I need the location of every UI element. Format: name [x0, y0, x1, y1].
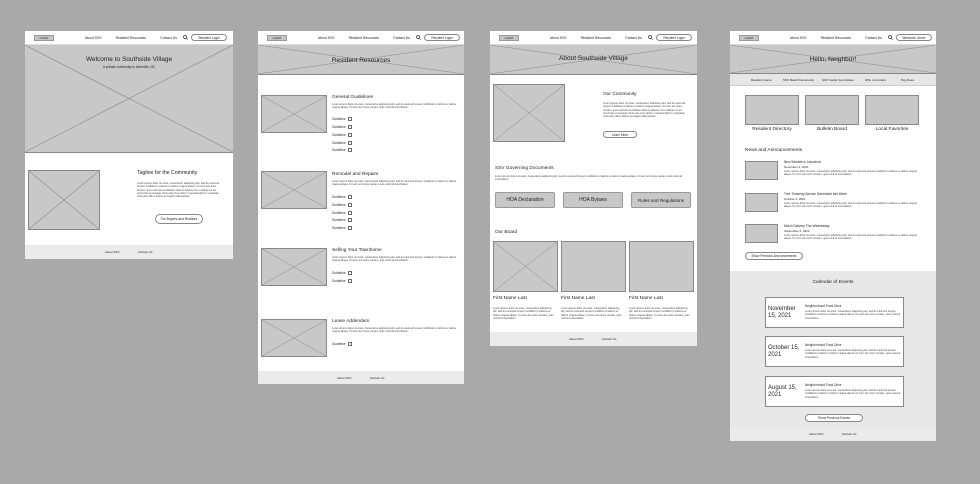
- section-title: Remodel and Repairs: [332, 172, 379, 177]
- resident-login-button[interactable]: Resident Login: [191, 34, 227, 41]
- hoa-declaration-button[interactable]: HOA Declaration: [495, 192, 555, 208]
- nav-resources[interactable]: Resident Resources: [820, 36, 852, 40]
- section-title: General Guidelines: [332, 95, 374, 100]
- section-title: Selling Your Townhome: [332, 248, 382, 253]
- docs-heading: SSV Governing Documents: [495, 166, 554, 171]
- news-text: Lorem ipsum dolor sit amet, consectetur adipiscing elit, sed do eiusmod tempor incididunt ut labore et dolore magna aliqua. Ut enim ad minim veniam, quis nostrud exercitation.: [784, 234, 917, 241]
- nav-about[interactable]: About SSV: [550, 36, 567, 40]
- nav-about[interactable]: About SSV: [790, 36, 807, 40]
- docs-text: Lorem ipsum dolor sit amet, consectetur adipiscing elit, sed do eiusmod tempor incididunt ut labore et dolore magna aliqua. Ut enim ad minim veniam, quis nostrud exercitation.: [495, 175, 682, 182]
- event-text: Lorem ipsum dolor sit amet, consectetur adipiscing elit, sed do eiusmod tempor incididunt ut labore et dolore magna aliqua. Ut enim ad minim veniam, quis nostrud exercitation.: [805, 389, 901, 399]
- learn-more-button[interactable]: Learn More: [603, 131, 637, 138]
- guideline-link[interactable]: Guideline: [332, 125, 352, 129]
- section-text: Lorem ipsum dolor sit amet, consectetur adipiscing elit, sed do eiusmod tempor incididunt ut labore et dolore magna aliqua. Ut enim ad minim veniam, quis nostrud exercitation.: [332, 103, 457, 110]
- event-date: August 15, 2021: [768, 385, 797, 398]
- top-nav: [730, 31, 936, 45]
- page-title: Hello, Neighbor!: [809, 56, 857, 63]
- board-photo: [629, 241, 694, 292]
- event-card[interactable]: [765, 297, 904, 328]
- logo: LOGO: [499, 35, 519, 41]
- top-nav: [25, 31, 233, 45]
- tab-pay-dues[interactable]: Pay Dues: [901, 78, 915, 82]
- board-member-name: First Name Last: [493, 296, 527, 301]
- resident-login-button[interactable]: Resident Login: [656, 34, 692, 41]
- guideline-link[interactable]: Guideline: [332, 279, 352, 283]
- tab-resident-home[interactable]: Resident Home: [751, 78, 772, 82]
- home-wireframe: [25, 31, 233, 259]
- community-heading: Our Community: [603, 92, 637, 97]
- footer-contact-link[interactable]: Contact Us: [137, 250, 153, 254]
- footer-about-link[interactable]: About SSV: [809, 432, 824, 436]
- card-bulletin-board[interactable]: Bulletin Board: [817, 127, 847, 132]
- footer: [258, 371, 464, 384]
- footer-contact-link[interactable]: Contact Us: [601, 337, 617, 341]
- tab-social-committees[interactable]: SSV Social Committees: [822, 78, 854, 82]
- news-date: November 4, 2021: [784, 165, 809, 169]
- event-name: Neighborhood Food Drive: [805, 383, 842, 387]
- nav-resources[interactable]: Resident Resources: [115, 36, 147, 40]
- footer-contact-link[interactable]: Contact Us: [369, 376, 385, 380]
- event-text: Lorem ipsum dolor sit amet, consectetur adipiscing elit, sed do eiusmod tempor incididunt ut labore et dolore magna aliqua. Ut enim ad minim veniam, quis nostrud exercitation.: [805, 349, 901, 359]
- guideline-link[interactable]: Guideline: [332, 226, 352, 230]
- tagline-text: Lorem ipsum dolor sit amet, consectetur adipiscing elit, sed do eiusmod tempor incididunt ut labore et dolore magna aliqua. Ut enim ad minim veniam, quis nostrud exercitation ullamco laboris nisi ut aliquip ex ea commodo consequat. Duis aute irure dolor in reprehenderit in voluptate velit esse cillum dolore eu fugiat nulla pariatur.: [137, 182, 220, 199]
- about-wireframe: [490, 31, 697, 346]
- show-previous-announcements-button[interactable]: Show Previous Announcements: [745, 252, 803, 260]
- resident-home-wireframe: [730, 31, 936, 441]
- news-date: September 6, 2021: [784, 229, 810, 233]
- nav-contact[interactable]: Contact Us: [160, 36, 177, 40]
- event-text: Lorem ipsum dolor sit amet, consectetur adipiscing elit, sed do eiusmod tempor incididunt ut labore et dolore magna aliqua. Ut enim ad minim veniam, quis nostrud exercitation.: [805, 310, 901, 320]
- nav-contact[interactable]: Contact Us: [625, 36, 642, 40]
- news-heading: News and Announcements: [745, 148, 803, 153]
- nav-resources[interactable]: Resident Resources: [580, 36, 612, 40]
- event-name: Neighborhood Food Drive: [805, 343, 842, 347]
- top-nav: [258, 31, 464, 45]
- news-text: Lorem ipsum dolor sit amet, consectetur adipiscing elit, sed do eiusmod tempor incididunt ut labore et dolore magna aliqua. Ut enim ad minim veniam, quis nostrud exercitation.: [784, 202, 917, 209]
- guideline-link[interactable]: Guideline: [332, 148, 352, 152]
- board-member-name: First Name Last: [561, 296, 595, 301]
- footer-about-link[interactable]: About SSV: [569, 337, 584, 341]
- community-image: [493, 84, 565, 142]
- board-member-name: First Name Last: [629, 296, 663, 301]
- search-icon[interactable]: [416, 35, 421, 40]
- guideline-link[interactable]: Guideline: [332, 218, 352, 222]
- tab-who-to-contact[interactable]: Who to Contact: [865, 78, 886, 82]
- footer: [25, 245, 233, 259]
- footer: [730, 427, 936, 441]
- hero-title: Welcome to Southside Village: [85, 56, 173, 63]
- guideline-link[interactable]: Guideline: [332, 203, 352, 207]
- event-card[interactable]: [765, 376, 904, 407]
- logo: LOGO: [267, 35, 287, 41]
- board-member-bio: Lorem ipsum dolor sit amet, consectetur adipiscing elit, sed do eiusmod tempor incididunt ut labore et dolore magna aliqua. Ut enim ad minim veniam, quis nostrud exercitation.: [629, 307, 690, 320]
- guideline-link[interactable]: Guideline: [332, 117, 352, 121]
- news-date: October 4, 2021: [784, 197, 806, 201]
- show-previous-events-button[interactable]: Show Previous Events: [805, 414, 863, 422]
- page-title: Resident Resources: [331, 57, 391, 64]
- board-heading: Our Board: [495, 230, 518, 235]
- tagline-heading: Tagline for the Community: [137, 170, 198, 176]
- nav-contact[interactable]: Contact Us: [865, 36, 882, 40]
- resident-login-button[interactable]: Resident Login: [424, 34, 460, 41]
- nav-about[interactable]: About SSV: [318, 36, 335, 40]
- calendar-heading: Calendar of Events: [812, 280, 854, 285]
- welcome-user-button[interactable]: Welcome, Anne!: [896, 34, 932, 41]
- section-image: [261, 248, 327, 286]
- search-icon[interactable]: [888, 35, 893, 40]
- section-title: Lease Addendum: [332, 319, 370, 324]
- buyers-realtors-button[interactable]: For Buyers and Realtors: [155, 214, 203, 224]
- card-image[interactable]: [865, 95, 919, 125]
- news-thumbnail: [745, 224, 778, 243]
- guideline-link[interactable]: Guideline: [332, 271, 352, 275]
- section-image: [261, 171, 327, 209]
- card-image[interactable]: [805, 95, 859, 125]
- nav-resources[interactable]: Resident Resources: [348, 36, 380, 40]
- resources-wireframe: [258, 31, 464, 384]
- news-thumbnail: [745, 161, 778, 180]
- guideline-link[interactable]: Guideline: [332, 141, 352, 145]
- community-text: Lorem ipsum dolor sit amet, consectetur adipiscing elit, sed do eiusmod tempor incididunt ut labore et dolore magna aliqua. Ut enim ad minim veniam, quis nostrud exercitation ullamco laboris nisi ut aliquip ex ea commodo consequat. Duis aute irure dolor in reprehenderit in voluptate velit esse cillum dolore eu fugiat nulla pariatur.: [603, 102, 686, 119]
- section-image: [261, 95, 327, 133]
- resident-tab-bar: [730, 74, 936, 86]
- search-icon[interactable]: [648, 35, 653, 40]
- rules-regulations-button[interactable]: Rules and Regulations: [631, 192, 691, 208]
- nav-about[interactable]: About SSV: [85, 36, 102, 40]
- page-title: About Southside Village: [559, 55, 628, 62]
- news-text: Lorem ipsum dolor sit amet, consectetur adipiscing elit, sed do eiusmod tempor incididunt ut labore et dolore magna aliqua. Ut enim ad minim veniam, quis nostrud exercitation.: [784, 170, 917, 177]
- hoa-bylaws-button[interactable]: HOA Bylaws: [563, 192, 623, 208]
- card-local-favorites[interactable]: Local Favorites: [875, 127, 909, 132]
- footer-about-link[interactable]: About SSV: [337, 376, 352, 380]
- card-image[interactable]: [745, 95, 799, 125]
- guideline-link[interactable]: Guideline: [332, 342, 352, 346]
- top-nav: [490, 31, 697, 45]
- footer-about-link[interactable]: About SSV: [105, 250, 120, 254]
- board-photo: [561, 241, 626, 292]
- logo: LOGO: [739, 35, 759, 41]
- guideline-link[interactable]: Guideline: [332, 133, 352, 137]
- nav-contact[interactable]: Contact Us: [393, 36, 410, 40]
- footer: [490, 332, 697, 346]
- logo: LOGO: [34, 35, 54, 41]
- news-thumbnail: [745, 193, 778, 212]
- footer-contact-link[interactable]: Contact Us: [841, 432, 857, 436]
- tagline-image: [28, 170, 100, 230]
- news-title[interactable]: New Website is Launched: [784, 160, 821, 164]
- search-icon[interactable]: [183, 35, 188, 40]
- event-date: November 15, 2021: [768, 306, 796, 319]
- guideline-link[interactable]: Guideline: [332, 211, 352, 215]
- event-name: Neighborhood Food Drive: [805, 304, 842, 308]
- board-member-bio: Lorem ipsum dolor sit amet, consectetur adipiscing elit, sed do eiusmod tempor incididunt ut labore et dolore magna aliqua. Ut enim ad minim veniam, quis nostrud exercitation.: [561, 307, 622, 320]
- board-photo: [493, 241, 558, 292]
- section-image: [261, 319, 327, 357]
- tab-board-documents[interactable]: SSV Board Documents: [783, 78, 814, 82]
- hero-subtitle: A private community in Asheville, NC: [103, 65, 155, 69]
- guideline-link[interactable]: Guideline: [332, 195, 352, 199]
- section-text: Lorem ipsum dolor sit amet, consectetur adipiscing elit, sed do eiusmod tempor incididunt ut labore et dolore magna aliqua. Ut enim ad minim veniam, quis nostrud exercitation.: [332, 256, 457, 263]
- news-title[interactable]: Tree Trimming Service Scheduled this Week: [784, 192, 847, 196]
- section-text: Lorem ipsum dolor sit amet, consectetur adipiscing elit, sed do eiusmod tempor incididunt ut labore et dolore magna aliqua. Ut enim ad minim veniam, quis nostrud exercitation.: [332, 180, 457, 187]
- board-member-bio: Lorem ipsum dolor sit amet, consectetur adipiscing elit, sed do eiusmod tempor incididunt ut labore et dolore magna aliqua. Ut enim ad minim veniam, quis nostrud exercitation.: [493, 307, 554, 320]
- news-title[interactable]: Mulch Delivery This Wednesday: [784, 224, 830, 228]
- section-text: Lorem ipsum dolor sit amet, consectetur adipiscing elit, sed do eiusmod tempor incididunt ut labore et dolore magna aliqua. Ut enim ad minim veniam, quis nostrud exercitation.: [332, 327, 457, 334]
- event-date: October 15, 2021: [768, 345, 800, 358]
- card-resident-directory[interactable]: Resident Directory: [752, 127, 792, 132]
- event-card[interactable]: [765, 336, 904, 367]
